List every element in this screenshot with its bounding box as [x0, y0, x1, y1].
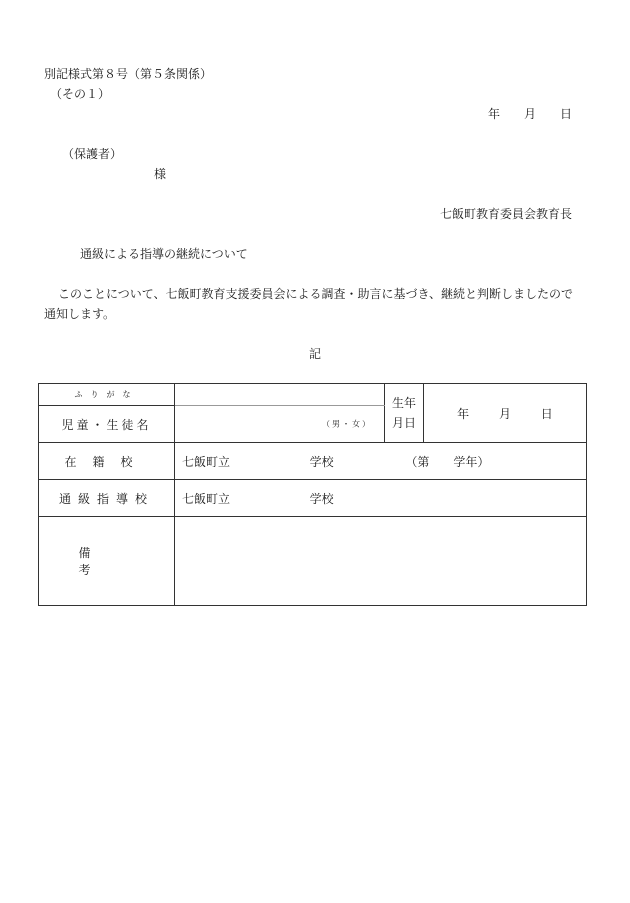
subject-title: 通級による指導の継続について	[80, 247, 248, 261]
student-info-table	[38, 383, 587, 606]
form-sub-number: （その１）	[50, 87, 111, 101]
tsukyu-school-field[interactable]	[175, 480, 587, 517]
guardian-label: （保護者）	[62, 147, 123, 161]
date-line: 年 月 日	[487, 107, 572, 121]
birthdate-label-2: 月日	[391, 416, 416, 430]
student-name-label: 児童・生徒名	[39, 406, 175, 443]
tsukyu-school-label: 通級指導校	[39, 480, 175, 517]
enrolled-school-field[interactable]	[175, 443, 587, 480]
tsukyu-school-suffix: 学校	[309, 491, 334, 506]
ki-heading: 記	[309, 347, 322, 361]
sender-name: 七飯町教育委員会教育長	[439, 207, 572, 221]
body-line-2: 通知します。	[44, 307, 116, 321]
honorific-sama: 様	[154, 167, 167, 181]
enrolled-school-suffix: 学校	[309, 454, 334, 469]
furigana-field[interactable]	[175, 384, 385, 406]
remarks-field[interactable]	[175, 517, 587, 606]
birthdate-label-1: 生年	[391, 396, 416, 410]
tsukyu-school-prefix: 七飯町立	[182, 491, 231, 506]
gender-choice[interactable]: （男・女）	[322, 419, 372, 429]
birthdate-label	[385, 384, 424, 443]
student-name-field[interactable]	[175, 406, 385, 443]
grade-field[interactable]: （第 学年）	[405, 454, 490, 469]
remarks-label: 備考	[39, 517, 175, 606]
furigana-label: ふりがな	[39, 384, 175, 406]
enrolled-school-label: 在籍校	[39, 443, 175, 480]
birthdate-field[interactable]: 年 月 日	[424, 384, 587, 443]
body-line-1: このことについて、七飯町教育支援委員会による調査・助言に基づき、継続と判断しましたので	[58, 287, 574, 301]
form-number: 別記様式第８号（第５条関係）	[44, 67, 213, 81]
enrolled-school-prefix: 七飯町立	[182, 454, 231, 469]
